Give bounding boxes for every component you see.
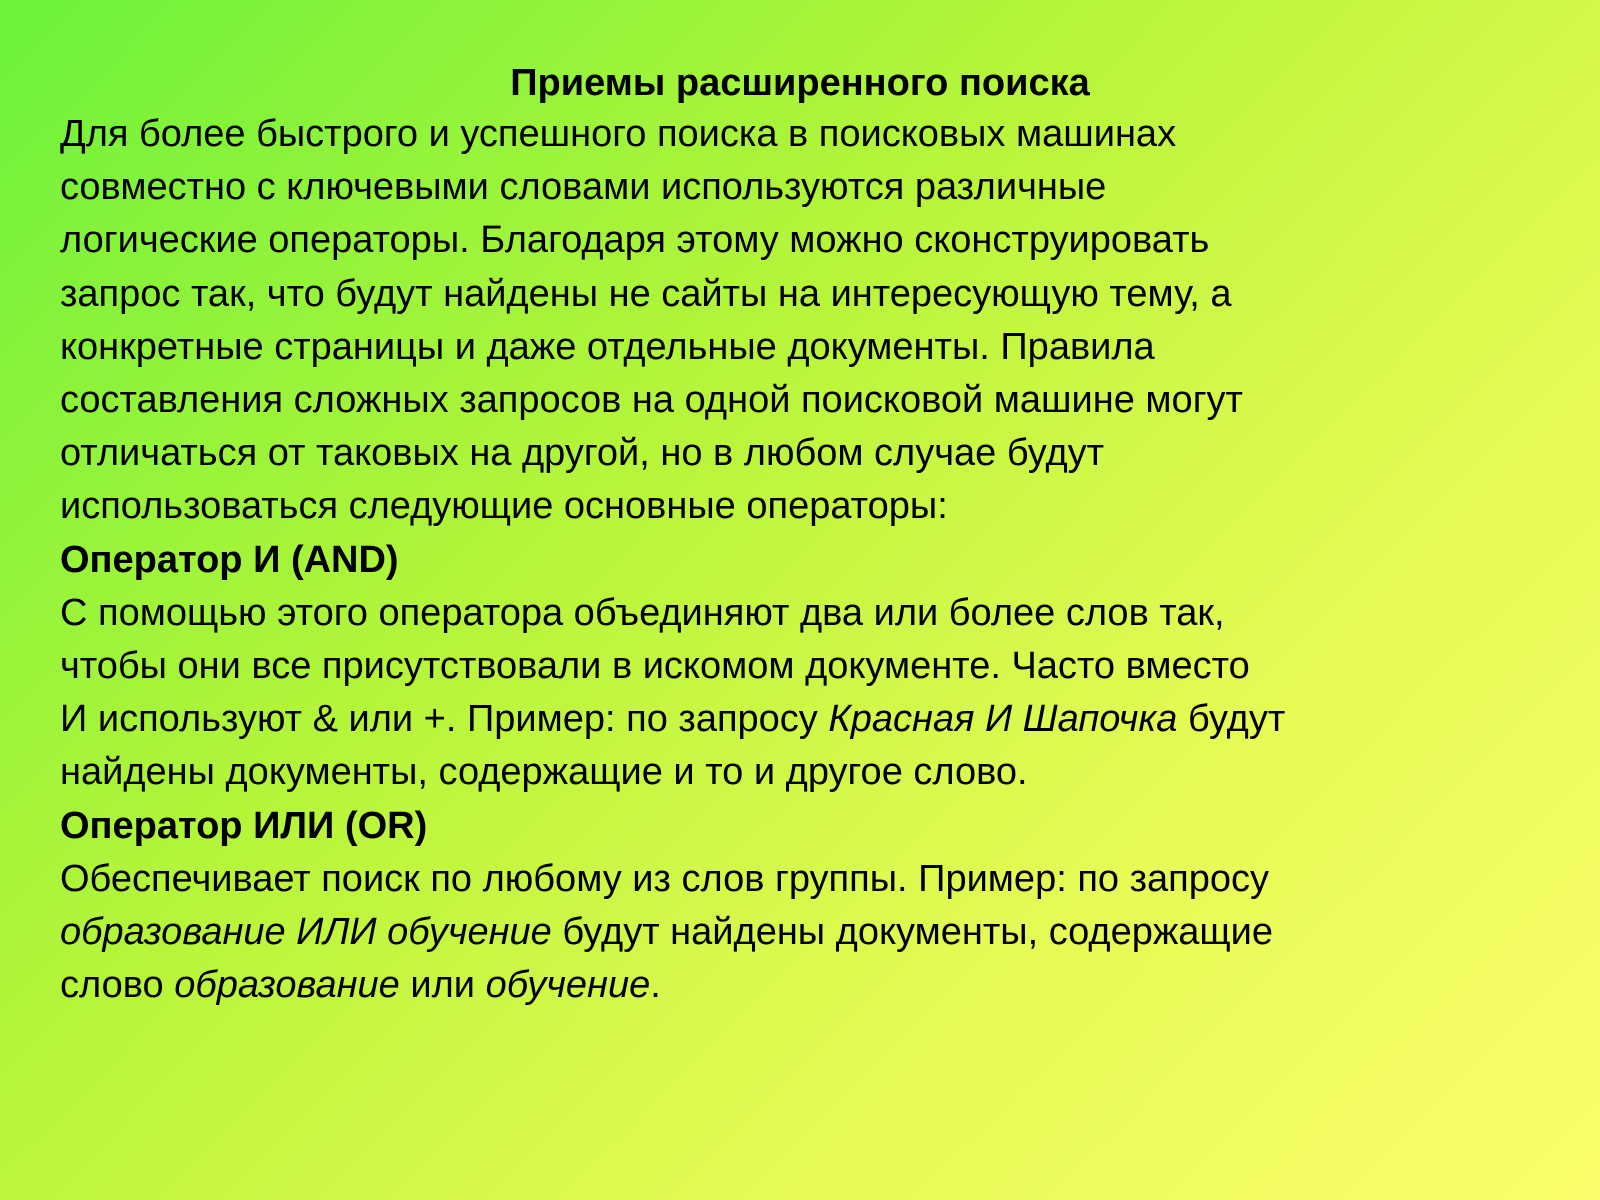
slide-body [60,108,1580,1012]
or-line-text: . [650,964,661,1007]
and-line-text: будут [1177,698,1286,741]
intro-line: логические операторы. Благодаря этому можно сконструировать [60,219,1210,262]
slide-title: Приемы расширенного поиска [510,62,1090,104]
intro-line: конкретные страницы и даже отдельные документы. Правила [60,325,1155,368]
intro-line: Для более быстрого и успешного поиска в поисковых машинах [60,113,1177,155]
or-operator-paragraph [60,853,1580,1013]
or-operator-heading: Оператор ИЛИ (OR) [60,804,428,847]
or-line: Обеспечивает поиск по любому из слов группы. Пример: по запросу [60,857,1269,900]
or-example-query: образование ИЛИ обучение [60,911,552,954]
and-line: чтобы они все присутствовали в искомом документе. Часто вместо [60,645,1250,688]
intro-line: совместно с ключевыми словами используются различные [60,166,1107,209]
and-line: С помощью этого оператора объединяют два или более слов так, [60,591,1225,634]
and-line-text: И используют & или +. Пример: по запросу [60,698,829,741]
and-operator-paragraph [60,587,1580,800]
or-line-words [60,959,1580,1012]
intro-paragraph [60,108,1580,534]
and-operator-heading: Оператор И (AND) [60,538,399,581]
intro-line: отличаться от таковых на другой, но в любом случае будут [60,432,1105,475]
or-example-word: обучение [485,964,651,1007]
intro-line: запрос так, что будут найдены не сайты на интересующую тему, а [60,272,1232,315]
and-example-query: Красная И Шапочка [828,698,1178,741]
or-line-example [60,906,1580,959]
or-line-text: будут найдены документы, содержащие [551,911,1274,954]
intro-line: использоваться следующие основные операторы: [60,485,948,528]
or-line-text: слово [60,964,175,1007]
or-example-word: образование [174,964,400,1007]
or-line-text: или [399,964,486,1007]
and-line: найдены документы, содержащие и то и другое слово. [60,751,1028,794]
and-line-example [60,693,1580,746]
intro-line: составления сложных запросов на одной поисковой машине могут [60,379,1243,422]
